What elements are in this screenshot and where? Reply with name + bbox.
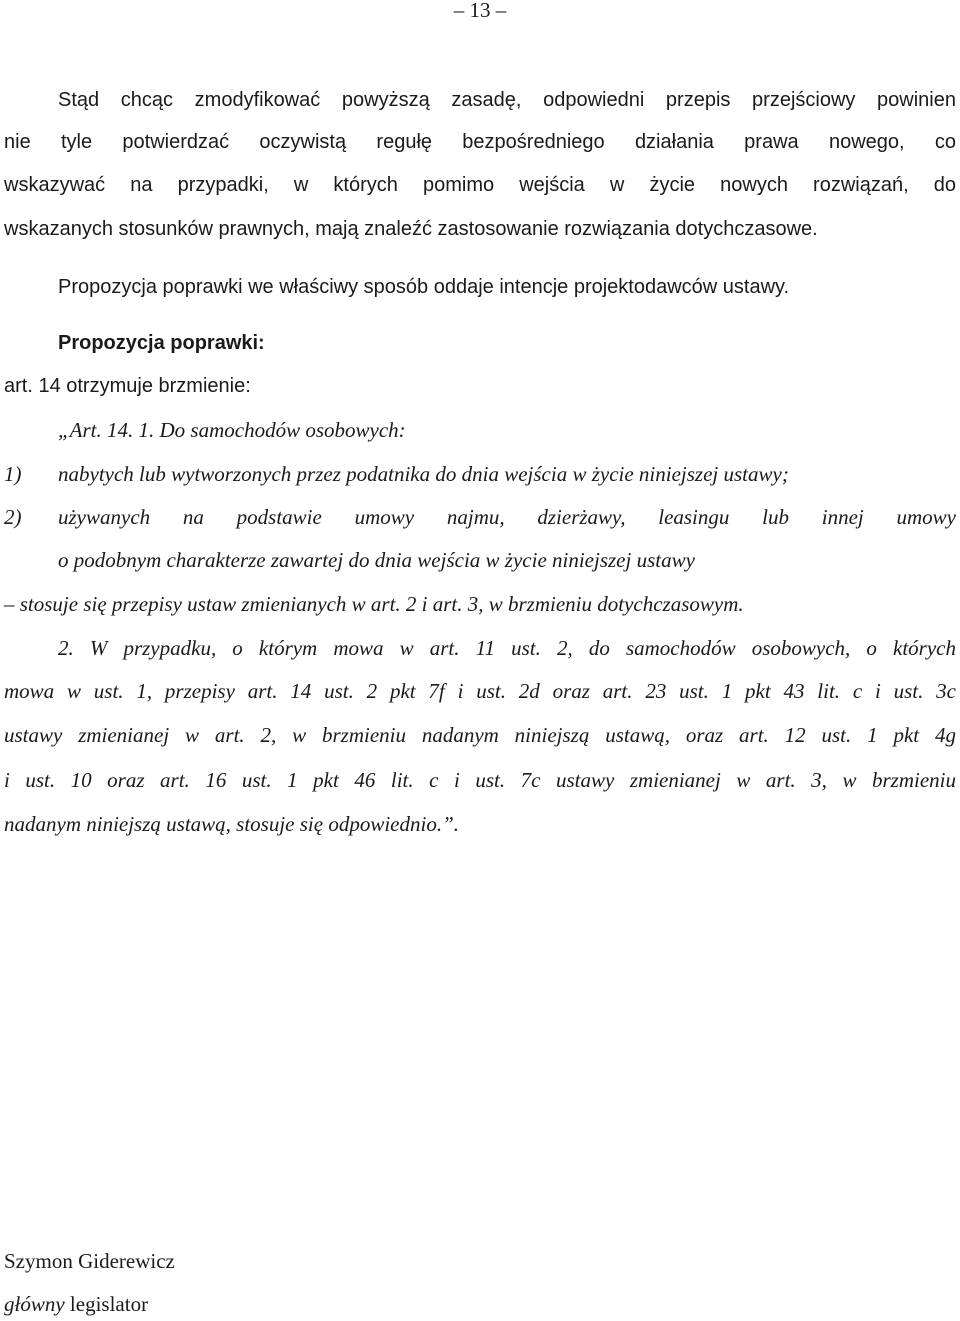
signature-title-rest: legislator bbox=[64, 1292, 149, 1316]
article-head: „Art. 14. 1. Do samochodów osobowych: bbox=[58, 418, 406, 442]
point-2-line: nadanym niniejszą ustawą, stosuje się odpowiednio.”. bbox=[4, 812, 460, 836]
signature-name: Szymon Giderewicz bbox=[4, 1249, 175, 1273]
point-2-line: ustawy zmienianej w art. 2, w brzmieniu nadanym niniejszą ustawą, oraz art. 12 ust. 1 pkt 4g bbox=[4, 723, 956, 747]
paragraph-1-line: Stąd chcąc zmodyfikować powyższą zasadę, odpowiedni przepis przejściowy powinien bbox=[58, 89, 956, 111]
signature-title bbox=[4, 1290, 956, 1318]
amendment-heading: Propozycja poprawki: bbox=[58, 332, 265, 354]
point-2-line: mowa w ust. 1, przepisy art. 14 ust. 2 pkt 7f i ust. 2d oraz art. 23 ust. 1 pkt 43 lit. c i ust. 3c bbox=[4, 679, 956, 703]
amendment-intro: art. 14 otrzymuje brzmienie: bbox=[4, 375, 251, 397]
list-item-number: 1) bbox=[4, 462, 22, 486]
paragraph-1-line: wskazanych stosunków prawnych, mają znaleźć zastosowanie rozwiązania dotychczasowe. bbox=[4, 218, 818, 240]
point-2-line: 2. W przypadku, o którym mowa w art. 11 ust. 2, do samochodów osobowych, o których bbox=[58, 636, 956, 660]
closing-line: – stosuje się przepisy ustaw zmienianych w art. 2 i art. 3, w brzmieniu dotychczasowym. bbox=[4, 592, 744, 616]
point-2-line: i ust. 10 oraz art. 16 ust. 1 pkt 46 lit. c i ust. 7c ustawy zmienianej w art. 3, w brzmieniu bbox=[4, 768, 956, 792]
list-item-text: o podobnym charakterze zawartej do dnia wejścia w życie niniejszej ustawy bbox=[58, 548, 695, 572]
paragraph-1-line: nie tyle potwierdzać oczywistą regułę bezpośredniego działania prawa nowego, co bbox=[4, 131, 956, 153]
paragraph-1-line: wskazywać na przypadki, w których pomimo wejścia w życie nowych rozwiązań, do bbox=[4, 174, 956, 196]
list-item-number: 2) bbox=[4, 505, 22, 529]
signature-title-italic: główny bbox=[4, 1292, 65, 1316]
paragraph-2: Propozycja poprawki we właściwy sposób oddaje intencje projektodawców ustawy. bbox=[58, 276, 790, 298]
list-item-text: używanych na podstawie umowy najmu, dzierżawy, leasingu lub innej umowy bbox=[58, 505, 956, 529]
list-item-text: nabytych lub wytworzonych przez podatnika do dnia wejścia w życie niniejszej ustawy; bbox=[58, 462, 789, 486]
page-number: – 13 – bbox=[453, 0, 507, 22]
